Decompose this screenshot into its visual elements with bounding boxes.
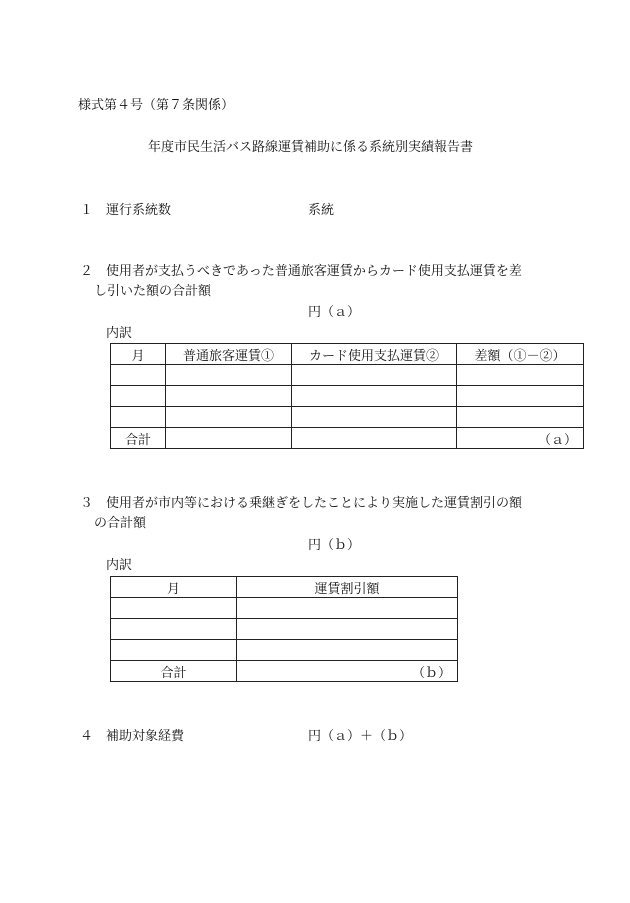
total-mark-b: （ｂ） xyxy=(237,661,458,682)
total-label: 合計 xyxy=(111,661,237,682)
header-regular-fare: 普通旅客運賃① xyxy=(166,344,292,365)
total-mark-a: （ａ） xyxy=(457,428,584,449)
section3-line2: の合計額 xyxy=(94,516,147,531)
header-month: 月 xyxy=(111,344,166,365)
form-number: 様式第４号（第７条関係） xyxy=(78,98,235,113)
document-title: 年度市民生活バス路線運賃補助に係る系統別実績報告書 xyxy=(148,140,474,155)
table-header-row xyxy=(111,577,458,598)
section3-amount: 円（ｂ） xyxy=(308,538,361,553)
table-total-row xyxy=(111,661,458,682)
table-header-row xyxy=(111,344,584,365)
section2-table xyxy=(110,343,584,449)
table-total-row xyxy=(111,428,584,449)
header-difference: 差額（①－②） xyxy=(457,344,584,365)
total-label: 合計 xyxy=(111,428,166,449)
section2-amount: 円（ａ） xyxy=(308,305,361,320)
table-row xyxy=(111,640,458,661)
header-discount: 運賃割引額 xyxy=(237,577,458,598)
section3-breakdown-label: 内訳 xyxy=(106,558,133,573)
section1-unit: 系統 xyxy=(308,203,335,218)
section4-label: ４ 補助対象経費 xyxy=(80,729,185,744)
section3-line1: ３ 使用者が市内等における乗継ぎをしたことにより実施した運賃割引の額 xyxy=(80,496,523,511)
section2-line1: ２ 使用者が支払うべきであった普通旅客運賃からカード使用支払運賃を差 xyxy=(80,264,522,279)
table-row xyxy=(111,407,584,428)
section2-breakdown-label: 内訳 xyxy=(106,326,133,341)
section2-line2: し引いた額の合計額 xyxy=(94,284,212,299)
table-row xyxy=(111,598,458,619)
table-row xyxy=(111,619,458,640)
section1-label: １ 運行系統数 xyxy=(80,203,172,218)
header-card-fare: カード使用支払運賃② xyxy=(292,344,457,365)
header-month: 月 xyxy=(111,577,237,598)
section4-formula: 円（ａ）＋（ｂ） xyxy=(308,729,413,744)
table-row xyxy=(111,365,584,386)
table-row xyxy=(111,386,584,407)
section3-table xyxy=(110,576,458,682)
